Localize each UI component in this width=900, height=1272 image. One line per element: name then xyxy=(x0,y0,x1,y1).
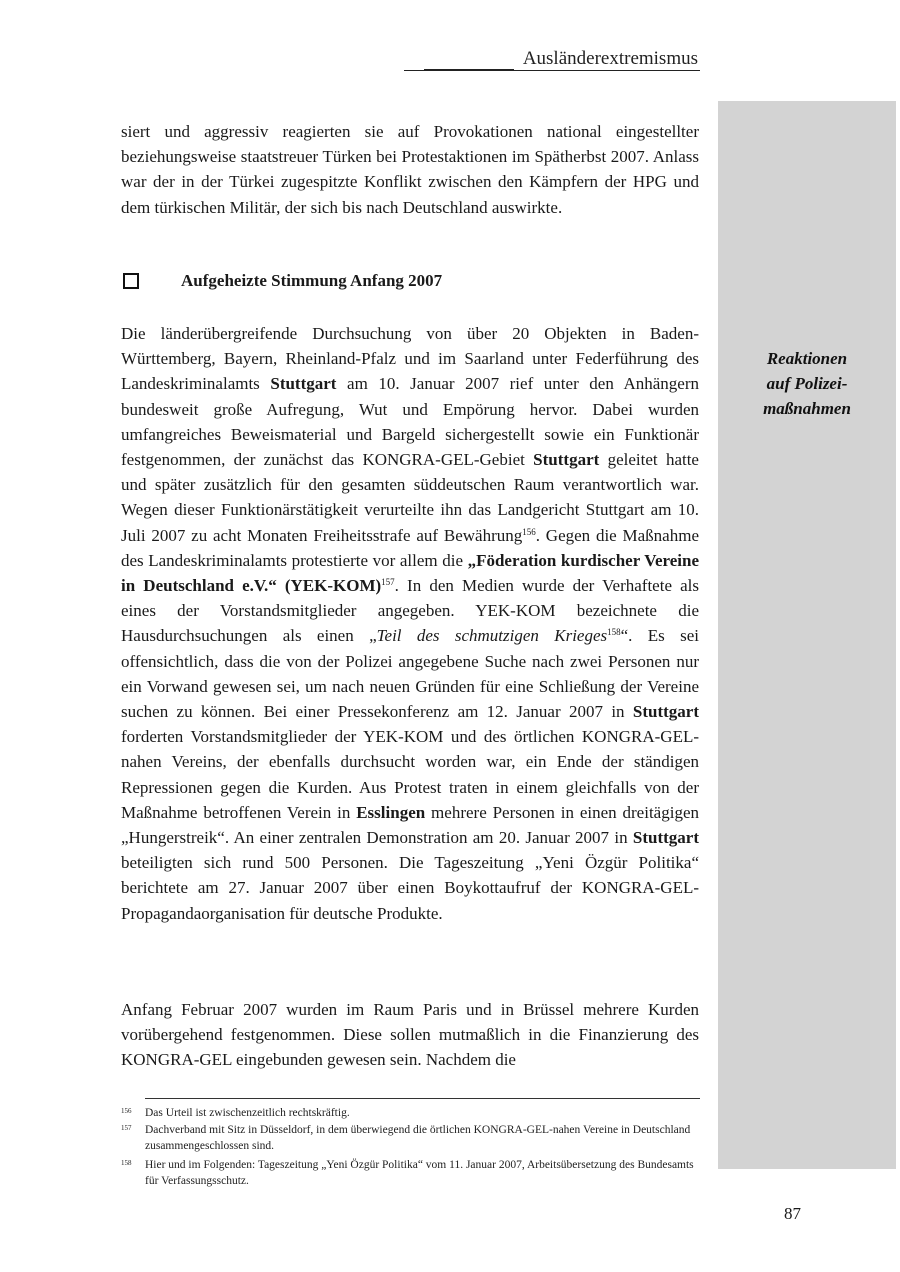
header-rule-accent xyxy=(424,69,514,71)
text-run: “. Es sei offensichtlich, dass die von der Polizei angegebene Suche nach zwei Personen nur ein Vorwand gewesen sei, um nach neuen Gründen für eine Schließung der Vereine suchen zu können. Bei einer Pressekonferenz am 12. Januar 2007 in xyxy=(121,626,699,722)
footnote-number: 158 xyxy=(121,1159,132,1167)
text-run: . In den Medien wurde der Verhaftete als eines der Vorstandsmitglieder angegeben. YEK-KOM bezeichnete die Hausdurchsuchungen als einen „ xyxy=(121,576,699,646)
quote-italic: Teil des schmutzigen Krieges xyxy=(376,626,608,646)
body-paragraph-1: siert und aggressiv reagierten sie auf Provokationen national eingestellter beziehungsweise staatstreuer Türken bei Protestaktionen im Spätherbst 2007. Anlass war der in der Türkei zugespitzte Konflikt zwischen den Kämpfern der HPG und dem türkischen Militär, der sich bis nach Deutschland auswirkte. xyxy=(121,122,699,217)
text-run: beteiligten sich rund 500 Personen. Die Tageszeitung „Yeni Özgür Politika“ berichtete am 27. Januar 2007 über einen Boykottaufruf der KONGRA-GEL-Propagandaorganisation für deutsche Produkte. xyxy=(121,853,699,923)
place-stuttgart: Stuttgart xyxy=(632,702,699,722)
body-paragraph-3: Anfang Februar 2007 wurden im Raum Paris und in Brüssel mehrere Kurden vorübergehend festgenommen. Diese sollen mutmaßlich in die Finanzierung des KONGRA-GEL eingebunden gewesen sein. Nachdem die xyxy=(121,1000,699,1070)
margin-sidebar xyxy=(718,101,896,1169)
place-stuttgart: Stuttgart xyxy=(632,828,699,848)
footnote-ref: 157 xyxy=(381,577,395,588)
text-run: mehrere Personen in einen dreitägigen „Hungerstreik“. An einer zentralen Demonstration am 20. Januar 2007 in xyxy=(121,802,699,848)
section-heading: Aufgeheizte Stimmung Anfang 2007 xyxy=(181,271,443,290)
text-run: forderten Vorstandsmitglieder der YEK-KOM und des örtlichen KONGRA-GEL-nahen Vereins, der ebenfalls durchsucht worden war, ein Ende der ständigen Repressionen gegen die Kurden. Aus Protest traten in einem gleichfalls von der Maßnahme betroffenen Verein in xyxy=(121,727,699,822)
text-run: . Gegen die Maßnahme des Landeskriminalamts protestierte vor allem die xyxy=(121,525,699,570)
footnote-number: 156 xyxy=(121,1107,132,1115)
footnote xyxy=(121,1105,701,1121)
footnote-text: Das Urteil ist zwischenzeitlich rechtskräftig. xyxy=(145,1107,350,1119)
body-paragraph-2 xyxy=(121,321,699,926)
footnote-text: Hier und im Folgenden: Tageszeitung „Yeni Özgür Politika“ vom 11. Januar 2007, Arbeitsübersetzung des Bundesamts für Verfassungsschutz. xyxy=(145,1159,694,1187)
footnote xyxy=(121,1157,701,1189)
margin-note-line: maßnahmen xyxy=(763,399,851,418)
place-stuttgart: Stuttgart xyxy=(533,450,600,470)
footnote-ref: 156 xyxy=(522,526,536,537)
text-run: geleitet hatte und später zusätzlich für den gesamten süddeutschen Raum verantwortlich war. Wegen dieser Funktionärstätigkeit verurteilte ihn das Landgericht Stuttgart am 10. Juli 2007 zu acht Monaten Freiheitsstrafe auf Bewährung xyxy=(121,450,699,545)
place-stuttgart: Stuttgart xyxy=(270,374,337,394)
footnote-ref: 158 xyxy=(607,627,621,638)
running-header: Ausländerextremismus xyxy=(522,48,698,69)
footnote xyxy=(121,1122,701,1154)
footnote-text: Dachverband mit Sitz in Düsseldorf, in dem überwiegend die örtlichen KONGRA-GEL-nahen Vereine in Deutschland zusammengeschlossen sind. xyxy=(145,1124,691,1152)
margin-note-line: auf Polizei- xyxy=(766,374,848,393)
page-number: 87 xyxy=(784,1204,801,1223)
margin-note-line: Reaktionen xyxy=(766,349,848,368)
organization-name: „Föderation kurdischer Vereine in Deutschland e.V.“ (YEK-KOM) xyxy=(121,550,699,596)
place-esslingen: Esslingen xyxy=(356,802,426,822)
checkbox-bullet-icon xyxy=(123,273,139,289)
footnote-number: 157 xyxy=(121,1124,132,1132)
text-run: Die länderübergreifende Durchsuchung von über 20 Objekten in Baden-Württemberg, Bayern, Rheinland-Pfalz und im Saarland unter Federführung des Landeskriminalamts xyxy=(121,324,699,394)
footnote-rule xyxy=(145,1098,700,1099)
text-run: am 10. Januar 2007 rief unter den Anhängern bundesweit große Aufregung, Wut und Empörung hervor. Dabei wurden umfangreiches Beweismaterial und Bargeld sichergestellt sowie ein Funktionär festgenommen, der zunächst das KONGRA-GEL-Gebiet xyxy=(121,374,699,470)
margin-note xyxy=(734,346,880,421)
